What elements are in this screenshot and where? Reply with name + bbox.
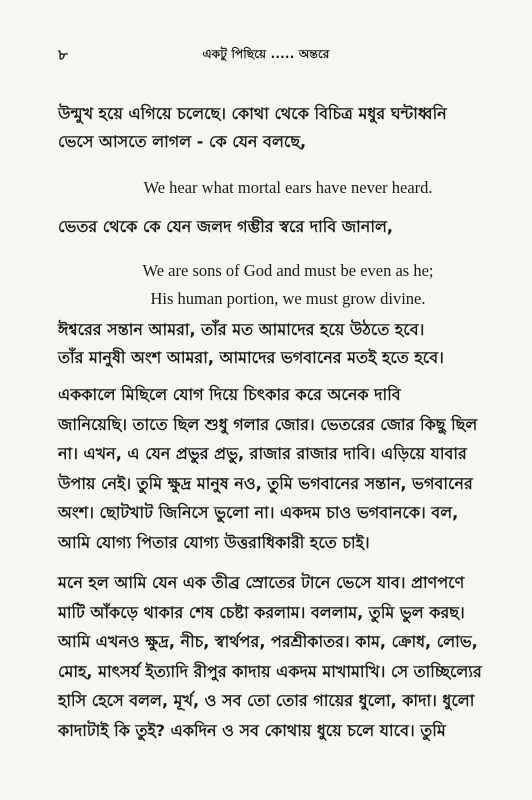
text-line: তাঁর মানুষী অংশ আমরা, আমাদের ভগবানের মতই হতে হবে। — [58, 348, 444, 367]
paragraph-5 — [58, 568, 518, 745]
text-line: জানিয়েছি। তাতে ছিল শুধু গলার জোর। ভেতরের জোর কিছু ছিল — [58, 414, 478, 434]
paragraph-4 — [58, 380, 518, 557]
text-line: উন্মুখ হয়ে এগিয়ে চলেছে। কোথা থেকে বিচিত্র মধুর ঘন্টাধ্বনি — [58, 104, 447, 123]
text-line: ভেতর থেকে কে যেন জলদ গম্ভীর স্বরে দাবি জানাল, — [58, 217, 394, 236]
text-line: মোহ, মাৎসর্য ইত্যাদি রীপুর কাদায় একদম মাখামাখি। সে তাচ্ছিল্যের — [58, 661, 482, 681]
text-line: অংশ। ছোটখাট জিনিসে ভুলো না। একদম চাও ভগবানকে। বল, — [58, 503, 459, 522]
quote-2 — [58, 257, 518, 313]
text-line: না। এখন, এ যেন প্রভুর প্রভু, রাজার রাজার দাবি। এড়িয়ে যাবার — [58, 444, 467, 463]
paragraph-1 — [58, 100, 518, 156]
text-line: আমি যোগ্য পিতার যোগ্য উত্তরাধিকারী হতে চাই। — [58, 532, 370, 552]
text-line: উপায় নেই। তুমি ক্ষুদ্র মানুষ নও, তুমি ভগবানের সন্তান, ভগবানের — [58, 473, 473, 493]
paragraph-2 — [58, 213, 518, 241]
text-line: কাদাটাই কি তুই? একদিন ও সব কোথায় ধুয়ে চলে যাবে। তুমি — [58, 720, 446, 740]
paragraph-3 — [58, 316, 518, 372]
quote-1 — [58, 178, 518, 198]
text-line: মাটি আঁকড়ে থাকার শেষ চেষ্টা করলাম। বললাম, তুমি ভুল করছ। — [58, 602, 465, 622]
text-line: ঈশ্বরের সন্তান আমরা, তাঁর মত আমাদের হয়ে উঠতে হবে। — [58, 320, 425, 339]
english-quote-line: We hear what mortal ears have never heard. — [143, 178, 433, 197]
text-line: মনে হল আমি যেন এক তীব্র স্রোতের টানে ভেসে যাব। প্রাণপণে — [58, 573, 465, 592]
page-header — [0, 44, 532, 68]
text-line: ভেসে আসতে লাগল - কে যেন বলছে, — [58, 132, 307, 151]
text-line: আমি এখনও ক্ষুদ্র, নীচ, স্বার্থপর, পরশ্রীকাতর। কাম, ক্রোধ, লোভ, — [58, 632, 478, 651]
text-line: হাসি হেসে বলল, মূর্খ, ও সব তো তোর গায়ের ধুলো, কাদা। ধুলো — [58, 691, 475, 710]
english-quote-line: We are sons of God and must be even as he; — [142, 261, 434, 280]
text-line: এককালে মিছিলে যোগ দিয়ে চিৎকার করে অনেক দাবি — [58, 385, 401, 404]
page-number: ৮ — [58, 46, 68, 64]
english-quote-line: His human portion, we must grow divine. — [150, 289, 426, 308]
running-title: একটু পিছিয়ে ..... অন্তরে — [202, 47, 330, 61]
